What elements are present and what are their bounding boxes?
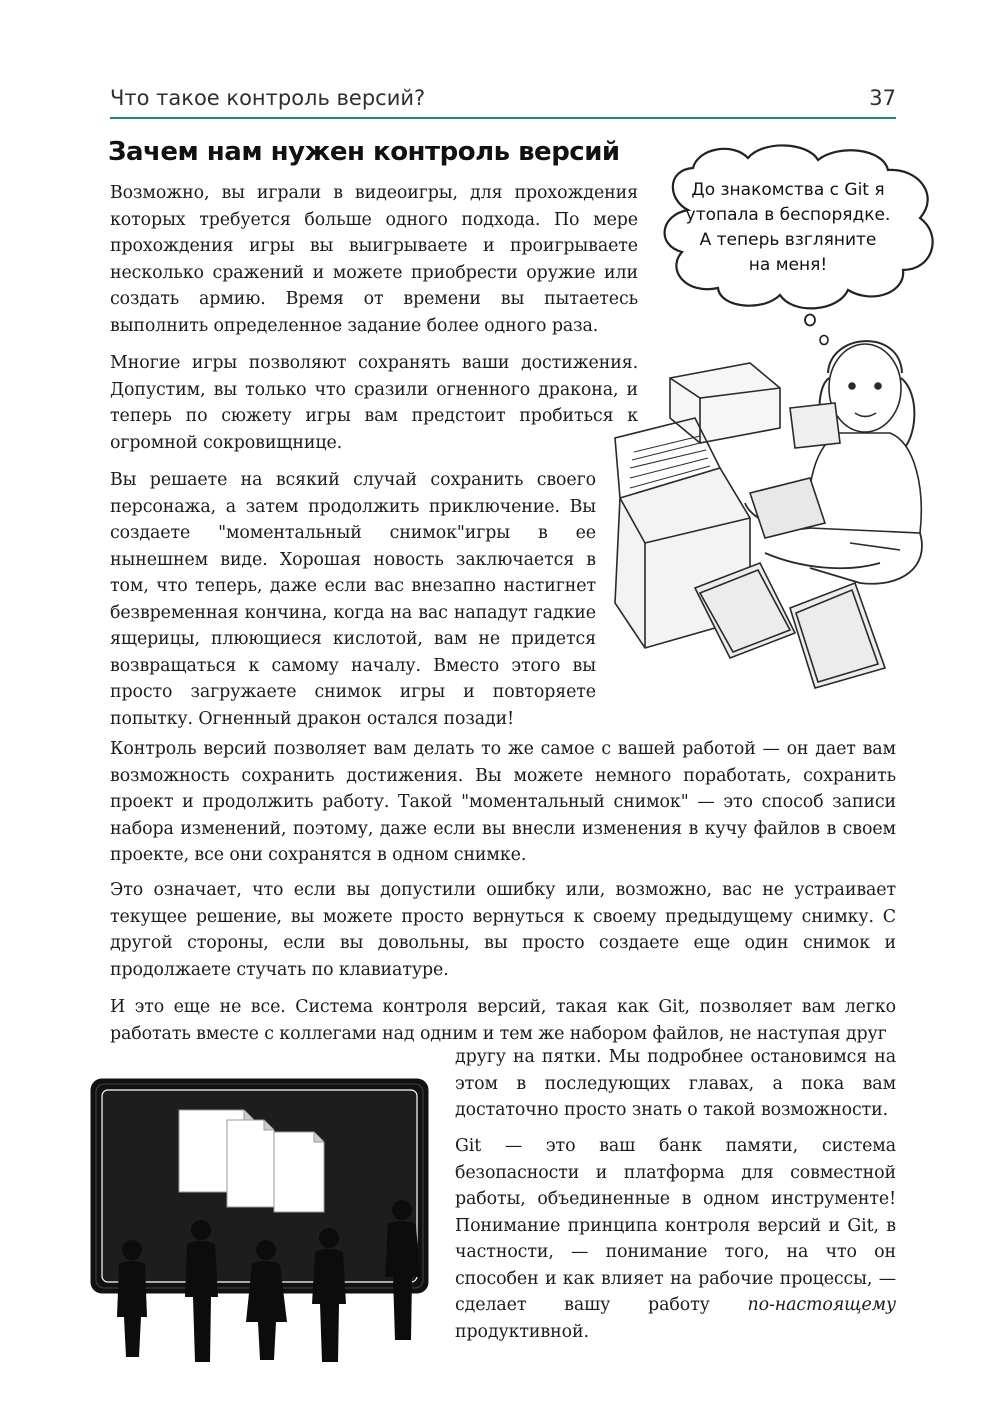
girl-with-comics-illustration <box>600 318 945 708</box>
paragraph: И это еще не все. Система контроля версий, такая как Git, позволяет вам легко работать вместе с коллегами над одним и тем же набором файлов, не наступая друг <box>110 997 896 1044</box>
paragraph-text: Git — это ваш банк памяти, система безопасности и платформа для совместной работы, объединенные в одном инструменте! Понимание принципа контроля версий и Git, в частности, — понимание того, на что он способен и как влияет на рабочие процессы, — сделает вашу работу <box>455 1136 896 1315</box>
paragraph <box>455 1133 896 1345</box>
paragraph: другу на пятки. Мы подробнее остановимся на этом в последующих главах, а пока вам достаточно просто знать о такой возможности. <box>455 1047 896 1120</box>
screen-with-people-illustration <box>84 1072 444 1372</box>
bubble-line: А теперь взгляните <box>699 230 877 250</box>
bubble-line: на меня! <box>748 255 828 275</box>
paragraph: Вы решаете на всякий случай сохранить своего персонажа, а затем продолжить приключение. Вы создаете "моментальный снимок"игры в ее нынешнем виде. Хорошая новость заключается в том, что теперь, даже если вас внезапно настигнет безвременная кончина, когда на вас нападут гадкие ящерицы, плюющиеся кислотой, вам не придется возвращаться к самому началу. Вместо этого вы просто загружаете снимок игры и повторяете попытку. Огненный дракон остался позади! <box>110 470 596 729</box>
section-heading: Зачем нам нужен контроль версий <box>108 137 620 167</box>
paragraph: Это означает, что если вы допустили ошибку или, возможно, вас не устраивает текущее решение, вы можете просто вернуться к своему предыдущему снимку. С другой стороны, если вы довольны, вы просто создаете еще один снимок и продолжаете стучать по клавиатуре. <box>110 880 896 980</box>
paragraph: Контроль версий позволяет вам делать то же самое с вашей работой — он дает вам возможность сохранить достижения. Вы можете немного поработать, сохранить проект и продолжить работу. Такой "моментальный снимок" — это способ записи набора изменений, поэтому, даже если вы внесли изменения в кучу файлов в своем проекте, все они сохранятся в одном снимке. <box>110 739 896 865</box>
paragraph: Многие игры позволяют сохранять ваши достижения. Допустим, вы только что сразили огненного дракона, и теперь по сюжету игры вам предстоит пробиться к огромной сокровищнице. <box>110 353 638 453</box>
emphasis-text: по-настоящему <box>747 1295 896 1315</box>
paragraph: Возможно, вы играли в видеоигры, для прохождения которых требуется больше одного подхода. По мере прохождения игры вы выигрываете и проигрываете несколько сражений и можете приобрести оружие или создать армию. Время от времени вы пытаетесь выполнить определенное задание более одного раза. <box>110 183 638 336</box>
header-rule <box>110 117 896 119</box>
paragraph-text: продуктивной. <box>455 1321 589 1342</box>
page-number: 37 <box>869 86 896 110</box>
running-header-title: Что такое контроль версий? <box>110 86 426 110</box>
bubble-text <box>668 178 908 278</box>
bubble-line: утопала в беспорядке. <box>685 205 891 225</box>
bubble-line: До знакомства с Git я <box>691 180 885 200</box>
